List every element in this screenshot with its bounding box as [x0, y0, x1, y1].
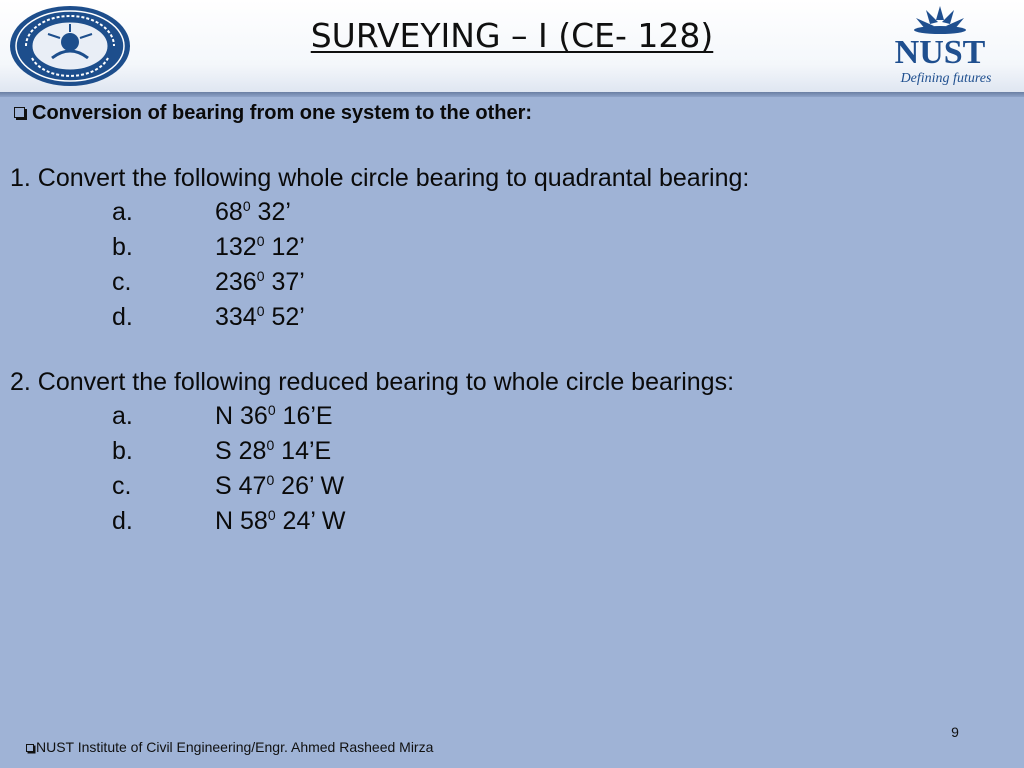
- item-bearing: N $36^0$ 16’E: [215, 402, 333, 430]
- item-letter: d.: [112, 303, 133, 331]
- item-letter: b.: [112, 437, 133, 465]
- item-letter: b.: [112, 233, 133, 261]
- question-1: 1. Convert the following whole circle bearing to quadrantal bearing:: [10, 164, 750, 192]
- footer-text: NUST Institute of Civil Engineering/Engr. Ahmed Rasheed Mirza: [36, 739, 434, 755]
- item-bearing: S $47^0$ 26’ W: [215, 472, 345, 500]
- footer: [26, 739, 433, 755]
- item-letter: c.: [112, 268, 132, 296]
- item-bearing: $132^0$ 12’: [215, 233, 305, 261]
- nust-logo-icon: [856, 0, 1024, 92]
- slide-header: [0, 0, 1024, 92]
- checkbox-bullet-icon: [26, 744, 34, 752]
- slide-title: SURVEYING – I (CE- 128): [310, 16, 714, 55]
- item-letter: a.: [112, 402, 133, 430]
- item-bearing: $236^0$ 37’: [215, 268, 305, 296]
- item-letter: a.: [112, 198, 133, 226]
- item-bearing: $334^0$ 52’: [215, 303, 305, 331]
- item-letter: c.: [112, 472, 132, 500]
- header-rule: [0, 92, 1024, 97]
- item-bearing: N $58^0$ 24’ W: [215, 507, 346, 535]
- item-letter: d.: [112, 507, 133, 535]
- brand-name: NUST: [894, 34, 986, 71]
- item-bearing: $68^0$ 32’: [215, 198, 291, 226]
- page-number: 9: [951, 724, 959, 740]
- item-bearing: S $28^0$ 14’E: [215, 437, 332, 465]
- question-2: 2. Convert the following reduced bearing to whole circle bearings:: [10, 368, 735, 396]
- checkbox-bullet-icon: [14, 107, 25, 118]
- subheading: [14, 102, 532, 125]
- brand-tagline: Defining futures: [900, 71, 992, 86]
- subheading-text: Conversion of bearing from one system to the other:: [32, 102, 533, 124]
